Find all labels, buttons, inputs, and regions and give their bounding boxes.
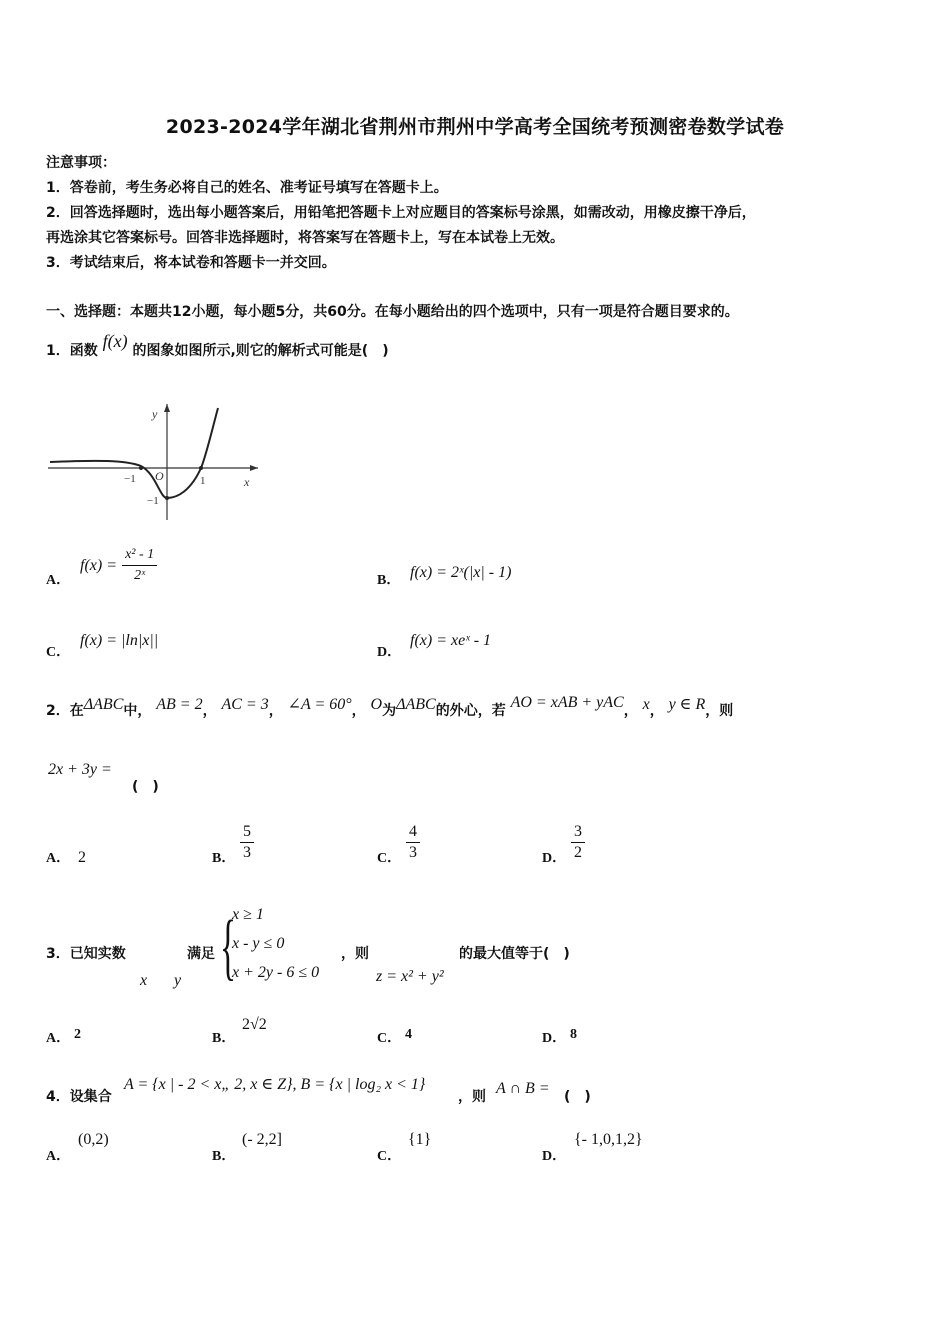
q1-text: 的图象如图所示,则它的解析式可能是( ) (132, 343, 389, 359)
q2-expression: 2x + 3y = (48, 761, 112, 778)
q4-option-b[interactable]: (- 2,2] (242, 1131, 282, 1148)
q2-comma-1: ， (202, 703, 217, 719)
x-axis-arrow-icon (250, 465, 258, 471)
q3-option-d-label[interactable]: D． (542, 1031, 567, 1046)
q3-system-brace: { (220, 906, 236, 988)
q4-option-c[interactable]: {1} (408, 1131, 432, 1148)
notice-heading: 注意事项： (46, 155, 116, 171)
q1-stem (46, 331, 389, 360)
q2-point-o: O (370, 696, 383, 713)
q3-number: 3．已知实数 (46, 946, 126, 962)
q1-function-graph (46, 400, 266, 525)
q2-option-c-fraction (406, 822, 420, 863)
section-header: 一、选择题：本题共12小题，每小题5分，共60分。在每小题给出的四个选项中，只有一项是符合题目要求的。 (46, 304, 739, 320)
q4-option-d-label[interactable]: D． (542, 1149, 567, 1164)
q2-option-d-fraction (571, 822, 585, 863)
y-axis-label: y (152, 407, 158, 421)
q2-option-b-numerator: 5 (240, 822, 254, 843)
q2-comma-4: ， (623, 703, 638, 719)
q2-text-3: 的外心，若 (435, 703, 506, 719)
q2-option-c-denominator: 3 (409, 844, 417, 861)
notice-item-2-cont: 再选涂其它答案标号。回答非选择题时，将答案写在答题卡上，写在本试卷上无效。 (46, 230, 564, 246)
x-axis-label: x (244, 475, 250, 489)
q2-triangle: ΔABC (83, 696, 124, 713)
q2-paren: ( ) (132, 779, 159, 795)
q4-option-a-label[interactable]: A． (46, 1149, 71, 1164)
q4-option-c-label[interactable]: C． (377, 1149, 402, 1164)
q4-option-b-label[interactable]: B． (212, 1149, 236, 1164)
q1-option-c-label[interactable]: C． (46, 645, 71, 660)
q3-constraint-2: x - y ≤ 0 (232, 935, 285, 952)
q3-option-c[interactable]: 4 (405, 1027, 412, 1042)
q1-option-a-denominator: 2ˣ (134, 568, 146, 583)
q1-number: 1．函数 (46, 343, 98, 359)
q3-constraint-1: x ≥ 1 (232, 906, 264, 923)
q2-option-d-label[interactable]: D． (542, 851, 567, 866)
q2-vector-equation: AO = xAB + yAC (510, 694, 624, 711)
notice-item-2: 2．回答选择题时，选出每小题答案后，用铅笔把答题卡上对应题目的答案标号涂黑，如需改动，用橡皮擦干净后， (46, 205, 756, 221)
q2-comma-5: ， (649, 703, 664, 719)
q2-text-4: ，则 (705, 703, 734, 719)
q1-option-d[interactable]: f(x) = xeˣ - 1 (410, 632, 492, 649)
q2-ab: AB = 2 (156, 696, 203, 713)
q3-x: x (140, 972, 148, 989)
tick-label-neg1-x: −1 (124, 473, 136, 485)
notice-item-3: 3．考试结束后，将本试卷和答题卡一并交回。 (46, 255, 336, 271)
q3-option-b-label[interactable]: B． (212, 1031, 236, 1046)
q1-option-a-lhs: f(x) = (80, 557, 117, 574)
q2-option-b[interactable] (240, 822, 254, 863)
q2-stem (46, 694, 734, 720)
q1-option-c[interactable]: f(x) = |ln|x|| (80, 632, 159, 649)
q2-text-1: 中， (123, 703, 152, 719)
q1-option-b-label[interactable]: B． (377, 573, 401, 588)
q2-ac: AC = 3 (221, 696, 269, 713)
q4-number: 4．设集合 (46, 1089, 112, 1105)
q3-y: y (174, 972, 182, 989)
q1-fx: f(x) (102, 331, 128, 351)
q1-option-a-fraction (122, 545, 157, 586)
q2-option-c-label[interactable]: C． (377, 851, 402, 866)
q4-option-a[interactable]: (0,2) (78, 1131, 109, 1148)
q2-option-c-numerator: 4 (406, 822, 420, 843)
q4-intersection: A ∩ B = (496, 1080, 550, 1097)
q3-option-a[interactable]: 2 (74, 1027, 81, 1042)
q1-option-a[interactable] (80, 545, 157, 586)
q2-y-in-r: y ∈ R (668, 696, 706, 713)
origin-label: O (155, 469, 164, 483)
q2-option-b-label[interactable]: B． (212, 851, 236, 866)
q1-option-a-label[interactable]: A． (46, 573, 71, 588)
tick-label-neg1-y: −1 (147, 495, 159, 507)
q2-comma-2: ， (268, 703, 283, 719)
q4-sets: A = {x | - 2 < x„ 2, x ∈ Z}, B = {x | log₂ x < 1} (124, 1076, 426, 1093)
q2-option-d-numerator: 3 (571, 822, 585, 843)
q3-option-c-label[interactable]: C． (377, 1031, 402, 1046)
page-title: 2023-2024学年湖北省荆州市荆州中学高考全国统考预测密卷数学试卷 (165, 116, 785, 138)
q3-text-3: 的最大值等于( ) (459, 946, 570, 962)
q3-option-a-label[interactable]: A． (46, 1031, 71, 1046)
q1-option-b[interactable]: f(x) = 2ˣ(|x| - 1) (410, 564, 512, 581)
q3-option-b[interactable]: 2√2 (242, 1016, 267, 1033)
q3-text-1: 满足 (187, 946, 215, 962)
q2-number: 2．在 (46, 703, 84, 719)
q4-option-d[interactable]: {- 1,0,1,2} (574, 1131, 643, 1148)
q2-option-c[interactable] (406, 822, 420, 863)
q4-text-1: ，则 (458, 1089, 486, 1105)
y-intercept-point (165, 496, 169, 500)
q3-text-2: ，则 (341, 946, 369, 962)
notice-item-1: 1．答卷前，考生务必将自己的姓名、准考证号填写在答题卡上。 (46, 180, 448, 196)
root-point-right (199, 466, 203, 470)
q2-option-a-label[interactable]: A． (46, 851, 71, 866)
q4-paren: ( ) (564, 1089, 591, 1105)
tick-label-1-x: 1 (200, 475, 206, 487)
y-axis-arrow-icon (164, 404, 170, 412)
q2-comma-3: ， (351, 703, 366, 719)
q1-option-d-label[interactable]: D． (377, 645, 402, 660)
q2-x: x (642, 696, 650, 713)
q1-option-a-numerator: x² - 1 (122, 545, 157, 566)
q3-option-d[interactable]: 8 (570, 1027, 577, 1042)
q2-text-2: 为 (382, 703, 397, 719)
q2-option-b-fraction (240, 822, 254, 863)
q3-constraint-3: x + 2y - 6 ≤ 0 (232, 964, 320, 981)
q2-option-a[interactable]: 2 (78, 849, 86, 866)
q2-angle: ∠A = 60° (287, 696, 352, 713)
q2-option-b-denominator: 3 (243, 844, 251, 861)
q2-option-d-denominator: 2 (574, 844, 582, 861)
q2-triangle-2: ΔABC (396, 696, 436, 713)
q3-objective: z = x² + y² (376, 968, 444, 985)
root-point-left (139, 466, 143, 470)
q2-option-d[interactable] (571, 822, 585, 863)
